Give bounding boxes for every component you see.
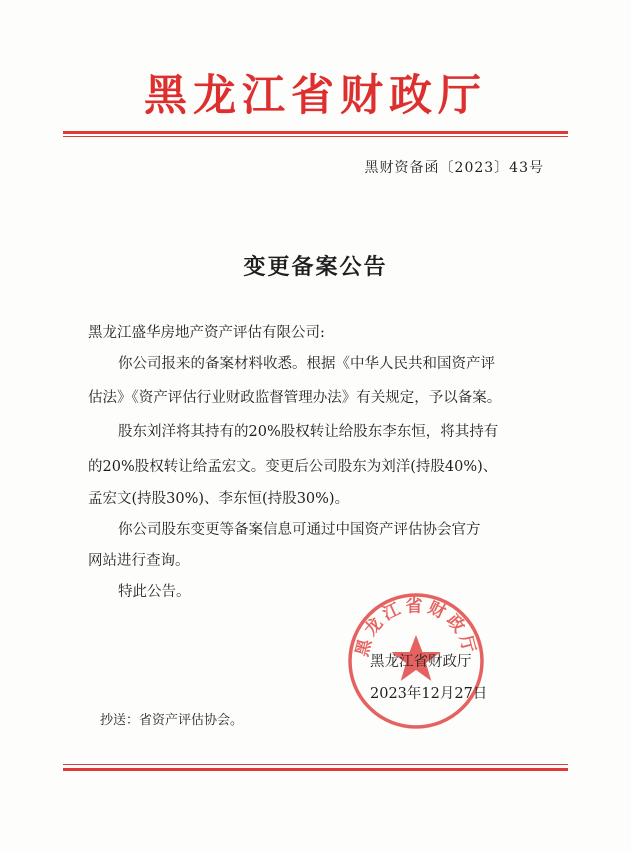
paragraph-2-line-1: 股东刘洋将其持有的20%股权转让给股东李东恒，将其持有 [118, 424, 499, 440]
paragraph-2-line-2: 的20%股权转让给孟宏文。变更后公司股东为刘洋(持股40%)、 [88, 459, 498, 475]
signature-issuer: 黑龙江省财政厅 [370, 654, 472, 670]
footer-rule-thick [63, 768, 568, 771]
paragraph-2-line-3: 孟宏文(持股30%)、李东恒(持股30%)。 [88, 491, 350, 507]
paragraph-3-line-1: 你公司股东变更等备案信息可通过中国资产评估协会官方 [118, 522, 481, 538]
paragraph-3-line-2: 网站进行查询。 [88, 553, 190, 569]
notice-title: 变更备案公告 [243, 254, 388, 280]
header-rule-thick [63, 131, 568, 134]
addressee: 黑龙江盛华房地产资产评估有限公司: [88, 325, 325, 341]
header-rule-thin [63, 136, 568, 137]
paragraph-1-line-1: 你公司报来的备案材料收悉。根据《中华人民共和国资产评 [118, 356, 495, 372]
paragraph-1-line-2: 估法》《资产评估行业财政监督管理办法》有关规定，予以备案。 [88, 390, 502, 406]
cc-line: 抄送：省资产评估协会。 [100, 713, 244, 728]
masthead-issuer: 黑龙江省财政厅 [144, 71, 487, 121]
document-number: 黑财资备函〔2023〕43号 [364, 160, 544, 176]
closing-line: 特此公告。 [118, 584, 191, 600]
signature-date: 2023年12月27日 [370, 686, 488, 702]
seal-text: 黑龙江省财政厅 [352, 596, 480, 659]
footer-rule-thin [63, 764, 568, 765]
